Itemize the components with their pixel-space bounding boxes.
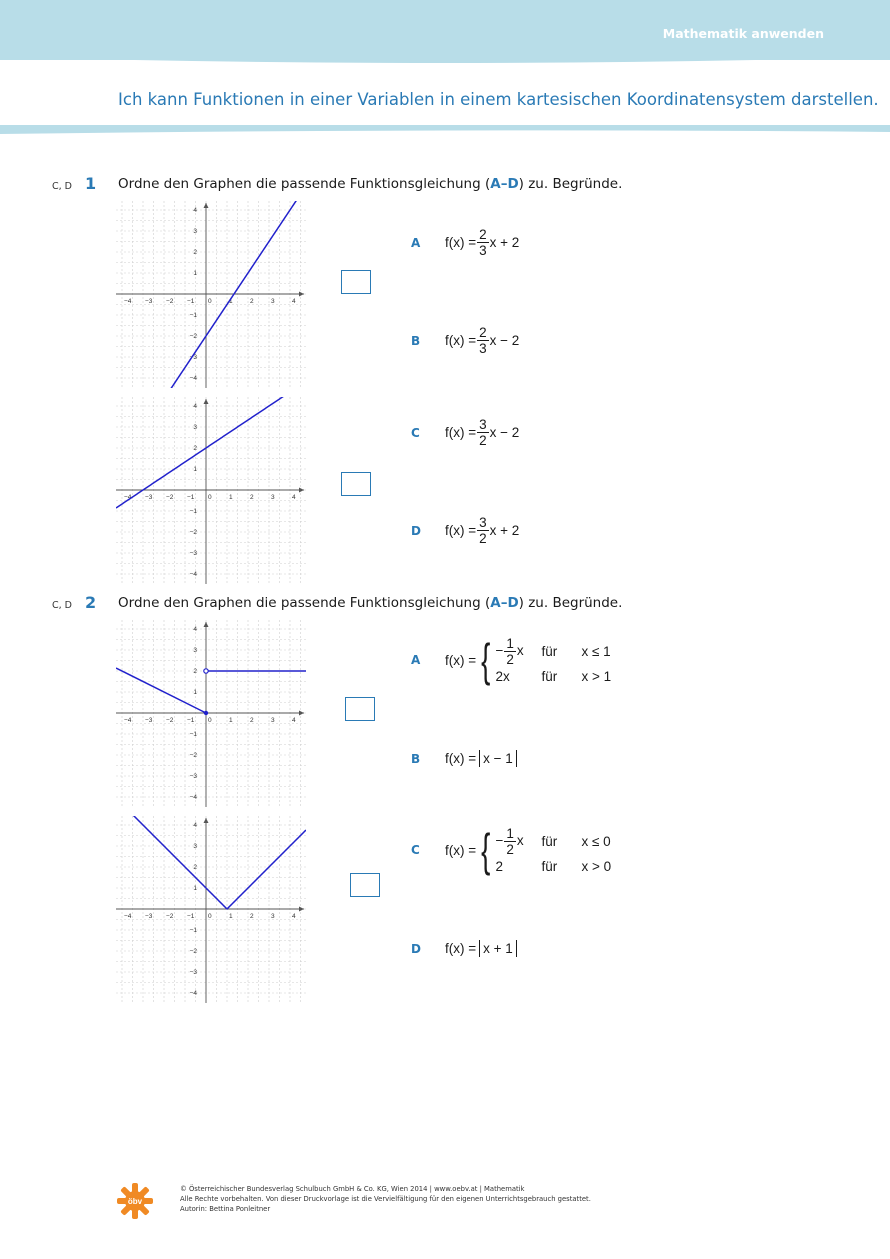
x-tick-label: −1 <box>187 298 195 305</box>
task-2-instruction: Ordne den Graphen die passende Funktionsgleichung (A–D) zu. Begründe. <box>118 595 623 611</box>
option-letter: C <box>411 425 420 440</box>
fraction: $\frac{3}{2}$ <box>479 515 487 546</box>
x-axis-arrow <box>299 907 304 912</box>
y-tick-label: −1 <box>189 927 197 934</box>
equation-lhs: f(x) = <box>445 842 477 858</box>
x-tick-label: −1 <box>187 913 195 920</box>
x-tick-label: 3 <box>271 913 275 920</box>
y-tick-label: 4 <box>193 822 197 829</box>
x-tick-label: 4 <box>292 298 296 305</box>
x-tick-label: −2 <box>166 298 174 305</box>
footer-copyright: © Österreichischer Bundesverlag Schulbuch GmbH & Co. KG, Wien 2014 | www.oebv.at | Mathematik Alle Rechte vorbehalten. Von dieser Druckvorlage ist die Vervielfältigung für den eigenen Unterrichtsgebrauch gestattet. Autorin: Bettina Ponleitner <box>180 1185 591 1213</box>
task-1-option-a <box>411 227 519 258</box>
y-axis-arrow <box>204 399 209 404</box>
y-tick-label: −4 <box>189 571 197 578</box>
y-tick-label: 1 <box>193 885 197 892</box>
y-tick-label: −2 <box>189 948 197 955</box>
y-tick-label: −2 <box>189 752 197 759</box>
y-tick-label: 3 <box>193 424 197 431</box>
task-2-option-d <box>411 940 517 957</box>
x-tick-label: 4 <box>292 717 296 724</box>
y-tick-label: −1 <box>189 508 197 515</box>
task-1-level: C, D <box>52 181 72 192</box>
task-2-option-a <box>411 636 622 684</box>
open-point <box>204 669 208 673</box>
x-tick-label: −4 <box>124 494 132 501</box>
equation-lhs: f(x) = <box>445 235 477 250</box>
separator-band <box>0 125 890 136</box>
x-tick-label: 1 <box>229 913 233 920</box>
task-1-option-b <box>411 325 519 356</box>
option-letter: D <box>411 941 421 956</box>
x-tick-label: 0 <box>208 913 212 920</box>
option-letter: A <box>411 653 421 667</box>
x-tick-label: 4 <box>292 913 296 920</box>
x-tick-label: 1 <box>229 494 233 501</box>
task-2-number: 2 <box>85 593 97 612</box>
task-2-answer-box-1[interactable] <box>345 697 375 721</box>
option-letter: D <box>411 523 421 538</box>
task-1-option-d <box>411 515 519 546</box>
function-curve <box>116 397 306 508</box>
brace: { <box>481 634 491 686</box>
task-1-option-c <box>411 417 519 448</box>
task-2-graph-2 <box>116 816 306 1003</box>
equation-lhs: f(x) = <box>445 652 477 668</box>
task-1-graph-1 <box>116 201 306 388</box>
option-letter: B <box>411 751 421 766</box>
task-1-number: 1 <box>85 174 97 193</box>
x-axis-arrow <box>299 488 304 493</box>
x-tick-label: −4 <box>124 913 132 920</box>
y-tick-label: −3 <box>189 354 197 361</box>
x-tick-label: 2 <box>250 298 254 305</box>
y-tick-label: 1 <box>193 466 197 473</box>
equation-lhs: f(x) = <box>445 941 477 956</box>
y-axis-arrow <box>204 203 209 208</box>
task-1-answer-box-2[interactable] <box>341 472 371 496</box>
task-2-option-b <box>411 750 517 767</box>
equation-rhs: x − 2 <box>489 333 520 348</box>
x-tick-label: 1 <box>229 298 233 305</box>
x-axis-arrow <box>299 711 304 716</box>
y-tick-label: 2 <box>193 249 197 256</box>
svg-text:öbv: öbv <box>127 1197 143 1206</box>
y-tick-label: −3 <box>189 969 197 976</box>
y-tick-label: 2 <box>193 864 197 871</box>
x-tick-label: 2 <box>250 494 254 501</box>
x-tick-label: −2 <box>166 717 174 724</box>
y-tick-label: 4 <box>193 626 197 633</box>
task-2-level: C, D <box>52 600 72 611</box>
option-letter: A <box>411 235 421 250</box>
x-tick-label: −1 <box>187 717 195 724</box>
x-tick-label: 0 <box>208 494 212 501</box>
y-tick-label: −1 <box>189 731 197 738</box>
x-tick-label: 4 <box>292 494 296 501</box>
y-tick-label: 3 <box>193 647 197 654</box>
option-letter: B <box>411 333 421 348</box>
x-tick-label: −3 <box>145 913 153 920</box>
y-tick-label: 1 <box>193 689 197 696</box>
y-tick-label: −2 <box>189 529 197 536</box>
y-tick-label: −1 <box>189 312 197 319</box>
y-tick-label: −4 <box>189 375 197 382</box>
equation-lhs: f(x) = <box>445 751 477 766</box>
equation-rhs: x + 2 <box>489 235 520 250</box>
piecewise: { − $\frac{1}{2}$ x für x ≤ 0 2 für x > 0 <box>481 824 612 876</box>
equation-lhs: f(x) = <box>445 523 477 538</box>
x-tick-label: −1 <box>187 494 195 501</box>
x-tick-label: 1 <box>229 717 233 724</box>
x-tick-label: 0 <box>208 717 212 724</box>
publisher-logo <box>117 1183 153 1219</box>
closed-point <box>204 711 208 715</box>
page-title: Ich kann Funktionen in einer Variablen in einem kartesischen Koordinatensystem darstellen. <box>118 90 879 109</box>
equation-rhs: x − 2 <box>489 425 520 440</box>
y-tick-label: −4 <box>189 990 197 997</box>
absolute-value: x + 1 <box>479 940 517 957</box>
y-tick-label: −2 <box>189 333 197 340</box>
equation-lhs: f(x) = <box>445 333 477 348</box>
y-tick-label: −4 <box>189 794 197 801</box>
option-letter: C <box>411 843 420 857</box>
y-tick-label: 4 <box>193 403 197 410</box>
y-tick-label: −3 <box>189 550 197 557</box>
task-1-answer-box-1[interactable] <box>341 270 371 294</box>
x-tick-label: 3 <box>271 298 275 305</box>
y-tick-label: 3 <box>193 843 197 850</box>
x-tick-label: 2 <box>250 913 254 920</box>
fraction: $\frac{3}{2}$ <box>479 417 487 448</box>
absolute-value: x − 1 <box>479 750 517 767</box>
equation-rhs: x + 2 <box>489 523 520 538</box>
x-tick-label: 0 <box>208 298 212 305</box>
task-1-graph-2 <box>116 397 306 584</box>
function-curve <box>116 816 306 909</box>
equation-lhs: f(x) = <box>445 425 477 440</box>
task-2-answer-box-2[interactable] <box>350 873 380 897</box>
function-curve <box>116 201 306 388</box>
x-tick-label: −2 <box>166 494 174 501</box>
x-tick-label: −2 <box>166 913 174 920</box>
y-tick-label: 3 <box>193 228 197 235</box>
y-axis-arrow <box>204 818 209 823</box>
x-tick-label: −3 <box>145 298 153 305</box>
header-wave <box>0 55 890 67</box>
piecewise: { − $\frac{1}{2}$ x für x ≤ 1 2x für x > 1 <box>481 634 612 686</box>
fraction: $\frac{2}{3}$ <box>479 227 487 258</box>
fraction: $\frac{2}{3}$ <box>479 325 487 356</box>
y-tick-label: 4 <box>193 207 197 214</box>
x-tick-label: −3 <box>145 494 153 501</box>
x-tick-label: −4 <box>124 298 132 305</box>
y-tick-label: 2 <box>193 668 197 675</box>
x-tick-label: 3 <box>271 494 275 501</box>
y-axis-arrow <box>204 622 209 627</box>
task-2-graph-1 <box>116 620 306 807</box>
y-tick-label: 2 <box>193 445 197 452</box>
x-tick-label: −3 <box>145 717 153 724</box>
y-tick-label: 1 <box>193 270 197 277</box>
x-tick-label: 3 <box>271 717 275 724</box>
task-1-instruction: Ordne den Graphen die passende Funktionsgleichung (A–D) zu. Begründe. <box>118 176 623 192</box>
y-tick-label: −3 <box>189 773 197 780</box>
task-2-option-c <box>411 826 622 874</box>
x-axis-arrow <box>299 292 304 297</box>
brace: { <box>481 824 491 876</box>
x-tick-label: −4 <box>124 717 132 724</box>
section-label: Mathematik anwenden <box>662 26 824 41</box>
x-tick-label: 2 <box>250 717 254 724</box>
